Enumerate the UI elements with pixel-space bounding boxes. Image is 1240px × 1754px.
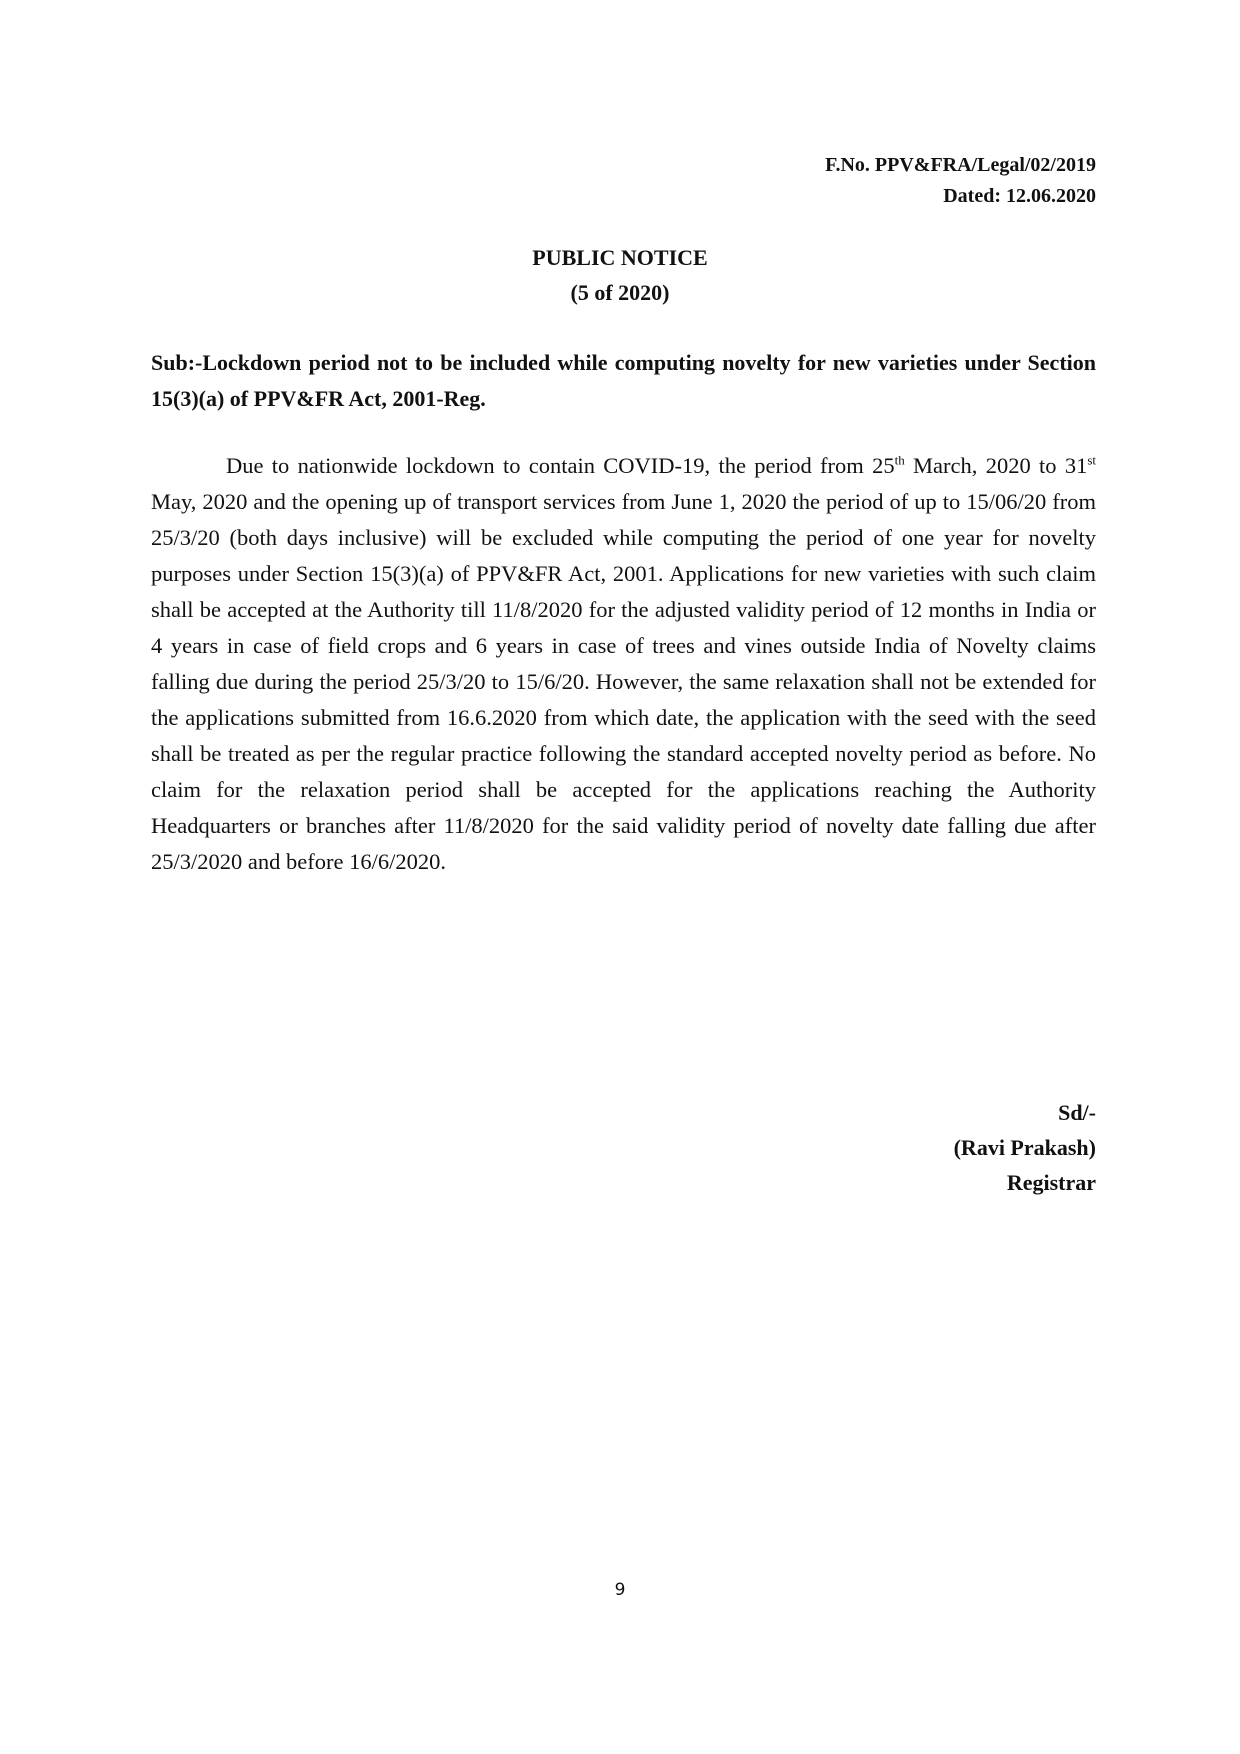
superscript-th: th — [894, 452, 905, 468]
signature-sd: Sd/- — [1058, 1100, 1096, 1125]
page-number: 9 — [614, 1580, 626, 1600]
signature-block — [954, 1095, 1096, 1200]
body-paragraph — [151, 448, 1096, 880]
signatory-name: (Ravi Prakash) — [953, 1135, 1096, 1160]
reference-block — [825, 150, 1096, 212]
signatory-designation: Registrar — [1006, 1170, 1096, 1195]
subject-line: Sub:-Lockdown period not to be included while computing novelty for new varieties under Section 15(3)(a) of PPV&FR Act, 2001-Reg. — [151, 350, 1096, 411]
notice-heading: PUBLIC NOTICE — [532, 245, 708, 270]
body-text-3: May, 2020 and the opening up of transport services from June 1, 2020 the period of up to 15/06/20 from 25/3/20 (both days inclusive) will be excluded while computing the period of one year for novelty purposes under Section 15(3)(a) of PPV&FR Act, 2001. Applications for new varieties with such claim shall be accepted at the Authority till 11/8/2020 for the adjusted validity period of 12 months in India or 4 years in case of field crops and 6 years in case of trees and vines outside India of Novelty claims falling due during the period 25/3/20 to 15/6/20. However, the same relaxation shall not be extended for the applications submitted from 16.6.2020 from which date, the application with the seed with the seed shall be treated as per the regular practice following the standard accepted novelty period as before. No claim for the relaxation period shall be accepted for the applications reaching the Authority Headquarters or branches after 11/8/2020 for the said validity period of novelty date falling due after 25/3/2020 and before 16/6/2020. — [151, 489, 1096, 874]
notice-title-block — [0, 240, 1240, 310]
body-text-1: Due to nationwide lockdown to contain COVID-19, the period from 25 — [226, 453, 895, 478]
notice-number: (5 of 2020) — [570, 280, 670, 305]
superscript-st: st — [1087, 452, 1096, 468]
file-number: F.No. PPV&FRA/Legal/02/2019 — [825, 154, 1096, 176]
body-text-2: March, 2020 to 31 — [904, 453, 1088, 478]
dated: Dated: 12.06.2020 — [943, 185, 1096, 207]
